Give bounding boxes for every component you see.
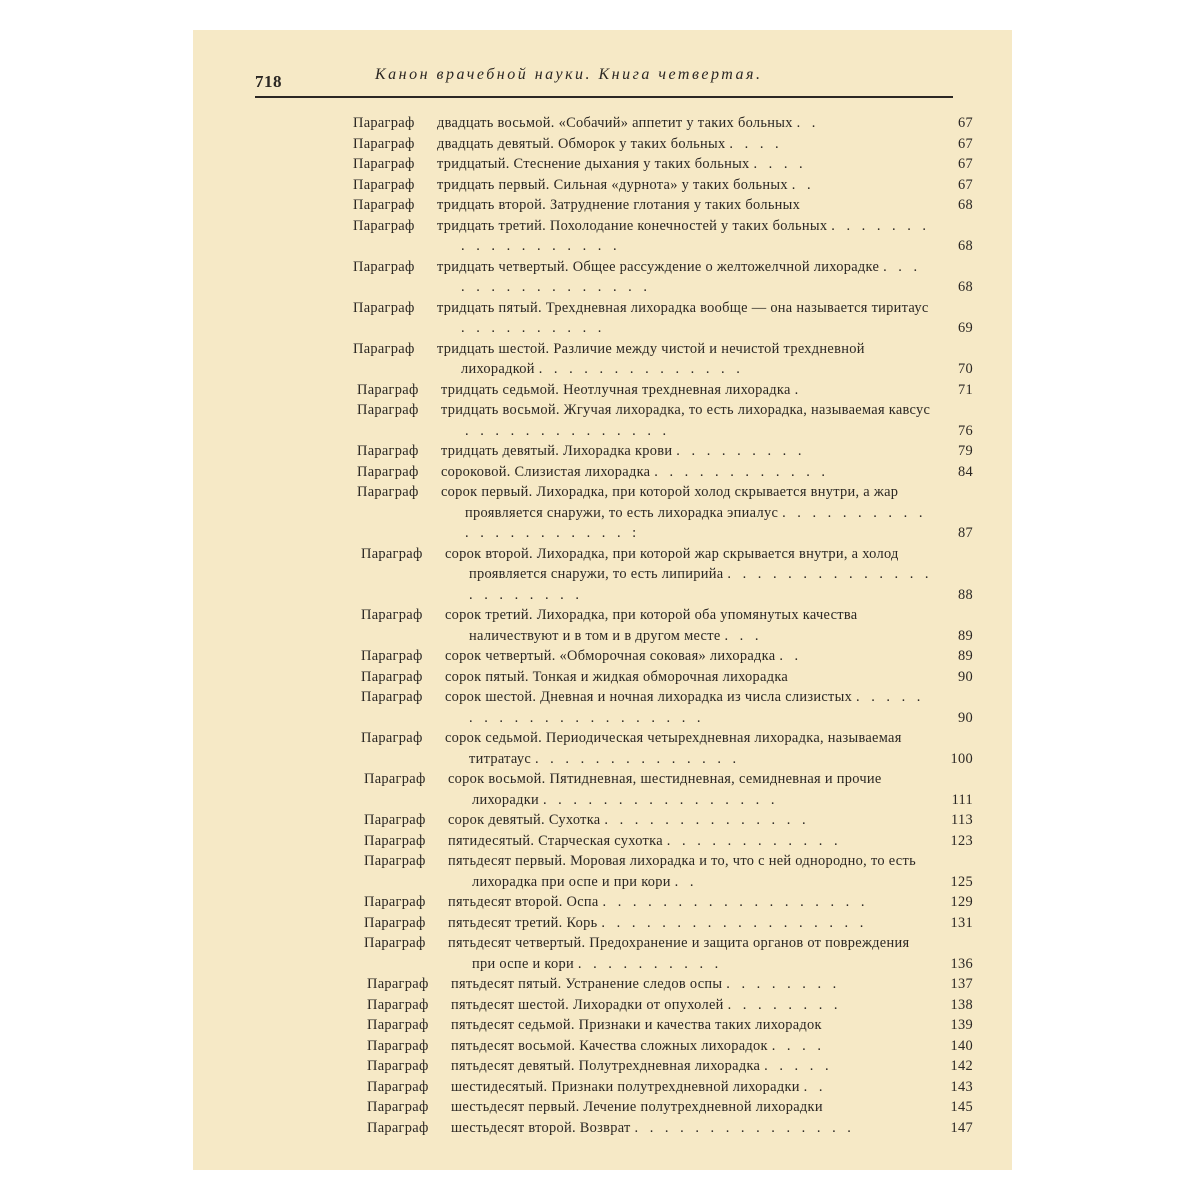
toc-entry	[357, 441, 973, 462]
toc-entry-body	[361, 646, 933, 667]
toc-entry-title: сорок пятый. Тонкая и жидкая обморочная лихорадка	[445, 668, 789, 685]
toc-entry-label: Параграф	[353, 156, 415, 172]
toc-entry-body	[353, 134, 933, 155]
toc-entry-leader: . . . .	[729, 135, 783, 152]
toc-entry-title-wrap	[437, 257, 933, 298]
toc-entry-leader: . . . . . . . .	[727, 996, 842, 1013]
toc-entry-title: шестьдесят второй. Возврат	[451, 1119, 631, 1136]
toc-entry	[367, 995, 973, 1016]
toc-entry-title-wrap	[451, 995, 933, 1016]
toc-entry-label: Параграф	[353, 135, 415, 152]
toc-entry-body	[364, 933, 933, 974]
toc-entry-body	[353, 257, 933, 298]
toc-entry-title: сорок восьмой. Пятидневная, шестидневная, семидневная и прочие лихорадки	[448, 771, 882, 808]
toc-entry-page-number: 67	[958, 115, 973, 131]
toc-entry-label: Параграф	[361, 668, 423, 685]
page-header	[255, 66, 952, 96]
toc-entry-title-wrap	[448, 769, 933, 810]
toc-entry-page-number: 129	[950, 894, 973, 910]
toc-entry	[357, 380, 973, 401]
toc-entry-leader: . . . . . . . . . . . . . . . .	[542, 791, 779, 808]
toc-entry-title: тридцатый. Стеснение дыхания у таких больных	[437, 156, 750, 172]
toc-entry-title: шестьдесят первый. Лечение полутрехдневной лихорадки	[451, 1099, 823, 1115]
toc-entry-title-wrap	[437, 339, 933, 380]
toc-entry-body	[357, 380, 933, 401]
toc-entry-label: Параграф	[361, 545, 423, 562]
toc-entry-page-number: 67	[958, 156, 973, 172]
toc-entry-body	[367, 1097, 933, 1118]
toc-entry-title-wrap	[451, 974, 933, 995]
toc-entry-label: Параграф	[361, 689, 423, 705]
toc-entry-page-number: 79	[958, 443, 973, 459]
toc-entry	[361, 667, 973, 688]
toc-entry-label: Параграф	[367, 1078, 429, 1095]
toc-entry-leader: . . . . . . . . . . . . . . .	[634, 1119, 855, 1136]
toc-entry-title: двадцать восьмой. «Собачий» аппетит у таких больных	[437, 115, 793, 131]
toc-entry-page-number: 89	[958, 627, 973, 644]
toc-entry	[353, 216, 973, 257]
toc-entry-title-wrap	[448, 892, 933, 913]
toc-entry-label: Параграф	[367, 1017, 429, 1033]
toc-entry	[353, 298, 973, 339]
toc-entry-page-number: 123	[950, 832, 973, 849]
toc-entry-title-wrap	[437, 195, 933, 216]
toc-entry-body	[367, 1118, 933, 1139]
toc-entry-title: тридцать восьмой. Жгучая лихорадка, то есть лихорадка, называемая кавсус	[441, 402, 931, 418]
toc-entry-title: сорок девятый. Сухотка	[448, 812, 601, 828]
toc-entry-label: Параграф	[357, 443, 419, 459]
page-number: 718	[255, 72, 282, 91]
toc-entry-leader: . . . . . . . . . . . . . . . .	[461, 258, 922, 295]
toc-entry-label: Параграф	[357, 381, 419, 398]
toc-entry-title: тридцать пятый. Трехдневная лихорадка вообще — она называется тиритаус	[437, 299, 929, 316]
toc-entry-title-wrap	[445, 605, 933, 646]
toc-entry-label: Параграф	[353, 299, 415, 316]
toc-entry-title-wrap	[441, 462, 933, 483]
toc-entry-body	[367, 974, 933, 995]
toc-entry-label: Параграф	[353, 258, 415, 275]
toc-entry	[364, 769, 973, 810]
toc-entry-page-number: 125	[950, 873, 973, 890]
toc-entry-page-number: 90	[958, 668, 973, 685]
toc-entry-body	[364, 913, 933, 934]
toc-entry	[353, 257, 973, 298]
toc-entry-page-number: 113	[951, 812, 973, 828]
toc-entry-body	[361, 728, 933, 769]
toc-entry-leader: . . . . . . . . . . . . . .	[534, 750, 741, 767]
toc-entry-label: Параграф	[367, 1058, 429, 1074]
toc-entry-body	[353, 195, 933, 216]
toc-entry-page-number: 68	[958, 197, 973, 213]
toc-entry-body	[353, 175, 933, 196]
toc-entry-body	[353, 298, 933, 339]
toc-entry-label: Параграф	[364, 771, 426, 787]
toc-entry-body	[361, 687, 933, 728]
toc-entry-label: Параграф	[364, 832, 426, 849]
toc-entry	[353, 339, 973, 380]
header-rule	[255, 96, 953, 98]
toc-entry	[353, 113, 973, 134]
toc-entry-leader: . . . . . . . .	[726, 976, 841, 992]
toc-entry-page-number: 67	[958, 176, 973, 193]
toc-entry	[361, 728, 973, 769]
toc-entry-label: Параграф	[364, 812, 426, 828]
toc-entry	[364, 810, 973, 831]
toc-entry-leader: . . . . . . . . . . . . . . . . . . . . . .	[469, 566, 933, 603]
toc-entry-title: сорок третий. Лихорадка, при которой оба упомянутых качества наличествуют и в том и в другом месте	[445, 607, 858, 644]
toc-entry-page-number: 68	[958, 238, 973, 254]
toc-entry-leader: .	[794, 381, 803, 398]
toc-entry-leader: . . .	[724, 627, 763, 644]
toc-entry-title: пятьдесят первый. Моровая лихорадка и то, что с ней однородно, то есть лихорадка при оспе и при кори	[448, 853, 916, 890]
toc-entry-page-number: 100	[950, 750, 973, 767]
toc-entry-title-wrap	[445, 687, 933, 728]
toc-entry-page-number: 139	[950, 1017, 973, 1033]
toc-entry-body	[364, 831, 933, 852]
toc-entry-title: тридцать второй. Затруднение глотания у таких больных	[437, 197, 801, 213]
toc-entry-page-number: 89	[958, 648, 973, 664]
toc-entry-body	[361, 544, 933, 606]
table-of-contents	[353, 113, 973, 1138]
toc-entry-title: тридцать седьмой. Неотлучная трехдневная лихорадка	[441, 381, 791, 398]
toc-entry	[367, 1118, 973, 1139]
toc-entry-title-wrap	[441, 482, 933, 544]
toc-entry-title: пятьдесят шестой. Лихорадки от опухолей	[451, 996, 724, 1013]
toc-entry-label: Параграф	[353, 217, 415, 234]
toc-entry	[353, 134, 973, 155]
toc-entry-page-number: 136	[950, 955, 973, 972]
toc-entry-title: тридцать девятый. Лихорадка крови	[441, 443, 673, 459]
toc-entry-page-number: 143	[950, 1078, 973, 1095]
toc-entry-label: Параграф	[361, 648, 423, 664]
toc-entry-title: сорок первый. Лихорадка, при которой холод скрывается внутри, а жар проявляется снаружи, то есть лихорадка эпиалус	[441, 484, 899, 521]
toc-entry-title-wrap	[451, 1056, 933, 1077]
toc-entry-label: Параграф	[364, 935, 426, 951]
toc-entry-body	[357, 441, 933, 462]
toc-entry-leader: . .	[779, 648, 803, 664]
toc-entry-title: тридцать первый. Сильная «дурнота» у таких больных	[437, 176, 788, 193]
toc-entry-body	[364, 810, 933, 831]
toc-entry-title-wrap	[441, 400, 933, 441]
toc-entry-body	[364, 769, 933, 810]
toc-entry-body	[367, 1015, 933, 1036]
toc-entry-title: сорок второй. Лихорадка, при которой жар скрывается внутри, а холод проявляется снаружи, то есть липирийа	[445, 545, 899, 582]
toc-entry-leader: . . . . . . . . . . . . . . . . . . . . . :	[465, 504, 927, 541]
toc-entry-page-number: 137	[950, 976, 973, 992]
toc-entry-title: двадцать девятый. Обморок у таких больных	[437, 135, 726, 152]
toc-entry-body	[367, 995, 933, 1016]
toc-entry-leader: . . . . . . . . . . . .	[666, 832, 842, 849]
toc-entry-title-wrap	[448, 851, 933, 892]
toc-entry-body	[361, 605, 933, 646]
toc-entry-title-wrap	[445, 728, 933, 769]
toc-entry	[361, 646, 973, 667]
toc-entry-leader: . . . . . . . . . .	[461, 320, 606, 336]
toc-entry	[357, 400, 973, 441]
toc-entry	[353, 175, 973, 196]
toc-entry-title-wrap	[451, 1015, 933, 1036]
toc-entry-page-number: 140	[950, 1037, 973, 1054]
toc-entry-leader: . . . . . . . . . . . . . . . . . . . . .	[469, 689, 925, 726]
toc-entry-title: пятьдесят пятый. Устранение следов оспы	[451, 976, 723, 992]
toc-entry-title-wrap	[451, 1036, 933, 1057]
toc-entry-label: Параграф	[361, 730, 423, 746]
toc-entry-page-number: 68	[958, 279, 973, 295]
toc-entry-page-number: 111	[951, 791, 973, 808]
toc-entry-label: Параграф	[364, 894, 426, 910]
toc-entry-body	[367, 1056, 933, 1077]
toc-entry-title: пятьдесят девятый. Полутрехдневная лихорадка	[451, 1058, 761, 1074]
toc-entry-title: тридцать шестой. Различие между чистой и нечистой трехдневной лихорадкой	[437, 340, 865, 377]
toc-entry-title-wrap	[437, 216, 933, 257]
toc-entry-title: сорок четвертый. «Обморочная соковая» лихорадка	[445, 648, 776, 664]
toc-entry	[364, 831, 973, 852]
toc-entry-body	[353, 154, 933, 175]
toc-entry-title-wrap	[448, 810, 933, 831]
toc-entry-leader: . . . . . . . . .	[676, 443, 806, 459]
toc-entry	[361, 687, 973, 728]
toc-entry-title-wrap	[448, 933, 933, 974]
toc-entry-label: Параграф	[367, 976, 429, 992]
toc-entry-title-wrap	[445, 646, 933, 667]
toc-entry-page-number: 131	[950, 914, 973, 931]
toc-entry-leader: . . . . . . . . . . . . . . . . . .	[602, 894, 869, 910]
toc-entry	[367, 1015, 973, 1036]
toc-entry	[367, 1097, 973, 1118]
toc-entry-leader: . . . . . . . . . . . . . .	[604, 812, 810, 828]
toc-entry-label: Параграф	[357, 463, 419, 480]
toc-entry-page-number: 90	[958, 709, 973, 726]
toc-entry	[367, 1036, 973, 1057]
book-page	[193, 30, 1012, 1170]
toc-entry-page-number: 142	[950, 1058, 973, 1074]
toc-entry-title-wrap	[448, 913, 933, 934]
toc-entry-leader: . .	[796, 115, 820, 131]
toc-entry-title-wrap	[437, 113, 933, 134]
toc-entry-leader: . . . . . . . . . . . . . . . . . .	[461, 217, 931, 254]
toc-entry-label: Параграф	[364, 853, 426, 869]
toc-entry-title-wrap	[437, 175, 933, 196]
toc-entry-leader: . .	[674, 873, 698, 890]
toc-entry-label: Параграф	[367, 1119, 429, 1136]
toc-entry-page-number: 88	[958, 586, 973, 603]
toc-entry	[364, 892, 973, 913]
toc-entry	[364, 851, 973, 892]
toc-entry-title-wrap	[441, 380, 933, 401]
toc-entry-title: тридцать третий. Похолодание конечностей у таких больных	[437, 217, 828, 234]
toc-entry-label: Параграф	[367, 996, 429, 1013]
toc-entry	[361, 544, 973, 606]
toc-entry-body	[353, 113, 933, 134]
toc-entry-page-number: 76	[958, 422, 973, 439]
toc-entry-label: Параграф	[367, 1037, 429, 1054]
toc-entry-title-wrap	[451, 1077, 933, 1098]
toc-entry-title-wrap	[437, 154, 933, 175]
toc-entry-leader: . .	[791, 176, 815, 193]
toc-entry-title: шестидесятый. Признаки полутрехдневной лихорадки	[451, 1078, 800, 1095]
toc-entry-title-wrap	[445, 667, 933, 688]
toc-entry	[364, 913, 973, 934]
toc-entry	[367, 1077, 973, 1098]
toc-entry-page-number: 145	[950, 1099, 973, 1115]
toc-entry-body	[357, 482, 933, 544]
toc-entry-leader: . . . . . . . . . . . . . . . . . .	[601, 914, 868, 931]
toc-entry-title: пятьдесят четвертый. Предохранение и защита органов от повреждения при оспе и кори	[448, 935, 910, 972]
toc-entry-body	[353, 339, 933, 380]
toc-entry-body	[361, 667, 933, 688]
toc-entry-title: сорок седьмой. Периодическая четырехдневная лихорадка, называемая титратаус	[445, 730, 902, 767]
toc-entry-page-number: 87	[958, 525, 973, 541]
toc-entry-label: Параграф	[353, 115, 415, 131]
toc-entry	[353, 195, 973, 216]
toc-entry	[367, 1056, 973, 1077]
toc-entry-leader: . . . . . . . . . . . .	[654, 463, 829, 480]
toc-entry-body	[357, 462, 933, 483]
toc-entry-title: сорок шестой. Дневная и ночная лихорадка из числа слизистых	[445, 689, 853, 705]
toc-entry	[364, 933, 973, 974]
toc-entry-title: пятьдесят седьмой. Признаки и качества таких лихорадок	[451, 1017, 822, 1033]
toc-entry-label: Параграф	[357, 402, 419, 418]
toc-entry-title: пятьдесят второй. Оспа	[448, 894, 599, 910]
toc-entry-title: сороковой. Слизистая лихорадка	[441, 463, 651, 480]
toc-entry-title-wrap	[448, 831, 933, 852]
toc-entry-leader: . .	[803, 1078, 827, 1095]
toc-entry	[357, 482, 973, 544]
toc-entry-page-number: 84	[958, 463, 973, 480]
toc-entry	[357, 462, 973, 483]
toc-entry-page-number: 147	[950, 1119, 973, 1136]
toc-entry-title-wrap	[441, 441, 933, 462]
toc-entry-leader: . . . . . . . . . . . . . .	[465, 422, 671, 439]
toc-entry-label: Параграф	[353, 176, 415, 193]
toc-entry-leader: . . . .	[771, 1037, 825, 1054]
toc-entry-body	[367, 1077, 933, 1098]
toc-entry	[353, 154, 973, 175]
toc-entry-body	[364, 892, 933, 913]
toc-entry-leader: . . . . . . . . . .	[577, 955, 723, 972]
toc-entry-title: пятьдесят третий. Корь	[448, 914, 598, 931]
toc-entry-page-number: 67	[958, 135, 973, 152]
toc-entry-label: Параграф	[367, 1099, 429, 1115]
toc-entry-title: тридцать четвертый. Общее рассуждение о желтожелчной лихорадке	[437, 258, 880, 275]
toc-entry-body	[353, 216, 933, 257]
toc-entry-title-wrap	[437, 298, 933, 339]
toc-entry-title-wrap	[451, 1097, 933, 1118]
toc-entry-label: Параграф	[364, 914, 426, 931]
toc-entry-page-number: 70	[958, 361, 973, 377]
toc-entry-label: Параграф	[361, 607, 423, 623]
toc-entry-body	[367, 1036, 933, 1057]
toc-entry-title: пятьдесят восьмой. Качества сложных лихорадок	[451, 1037, 768, 1054]
toc-entry-label: Параграф	[357, 484, 419, 500]
toc-entry-label: Параграф	[353, 197, 415, 213]
toc-entry-label: Параграф	[353, 340, 415, 357]
toc-entry-leader: . . . . .	[764, 1058, 833, 1074]
toc-entry-leader: . . . . . . . . . . . . . .	[538, 361, 744, 377]
toc-entry-title-wrap	[451, 1118, 933, 1139]
toc-entry-title-wrap	[437, 134, 933, 155]
toc-entry-body	[357, 400, 933, 441]
toc-entry	[367, 974, 973, 995]
toc-entry-leader: . . . .	[753, 156, 807, 172]
toc-entry-body	[364, 851, 933, 892]
toc-entry-title-wrap	[445, 544, 933, 606]
running-title: Канон врачебной науки. Книга четвертая.	[375, 66, 763, 83]
toc-entry-page-number: 69	[958, 320, 973, 336]
toc-entry-page-number: 138	[950, 996, 973, 1013]
toc-entry-page-number: 71	[958, 381, 973, 398]
toc-entry	[361, 605, 973, 646]
toc-entry-title: пятидесятый. Старческая сухотка	[448, 832, 663, 849]
